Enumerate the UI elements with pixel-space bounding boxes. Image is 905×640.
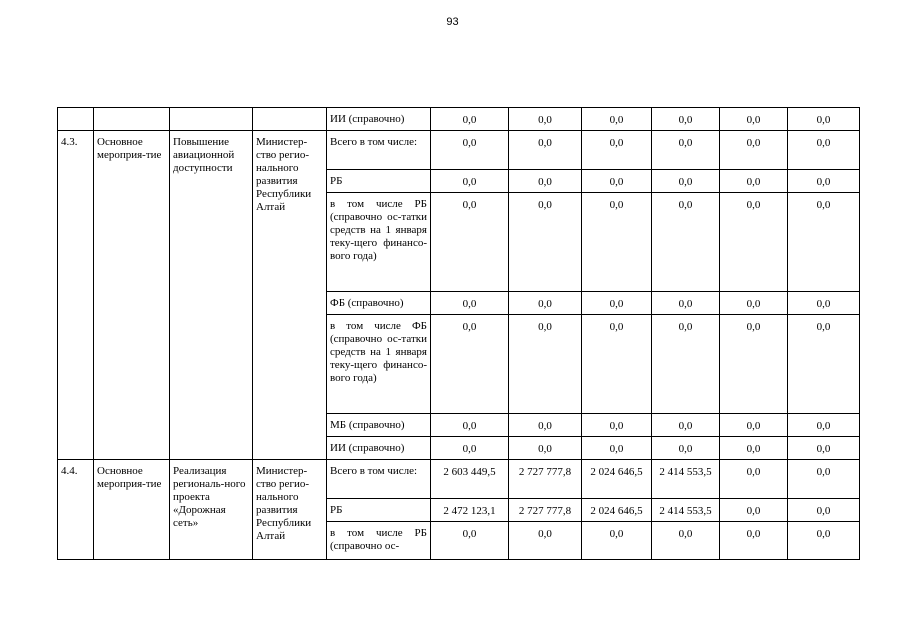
value-cell: 0,0	[788, 437, 860, 460]
value-cell: 0,0	[431, 315, 509, 414]
value-cell: 0,0	[720, 522, 788, 560]
source-cell: МБ (справочно)	[327, 414, 431, 437]
source-cell: Всего в том числе:	[327, 460, 431, 499]
value-cell: 0,0	[720, 437, 788, 460]
source-cell: в том числе РБ (справочно ос-татки средств на 1 января теку-щего финансо-вого года)	[327, 193, 431, 292]
value-cell: 0,0	[431, 292, 509, 315]
value-cell: 0,0	[509, 131, 582, 170]
value-cell: 0,0	[652, 292, 720, 315]
value-cell: 0,0	[509, 522, 582, 560]
value-cell: 0,0	[509, 437, 582, 460]
value-cell: 0,0	[788, 193, 860, 292]
value-cell: 0,0	[652, 414, 720, 437]
value-cell: 2 603 449,5	[431, 460, 509, 499]
value-cell: 0,0	[720, 108, 788, 131]
source-cell: в том числе ФБ (справочно ос-татки средств на 1 января теку-щего финансо-вого года)	[327, 315, 431, 414]
item-number: 4.4.	[58, 460, 94, 560]
item-executor: Министер-ство регио-нального развития Республики Алтай	[253, 460, 327, 560]
value-cell: 0,0	[720, 292, 788, 315]
empty-cell	[58, 108, 94, 131]
table-row	[58, 131, 860, 170]
value-cell: 0,0	[431, 108, 509, 131]
value-cell: 0,0	[652, 437, 720, 460]
value-cell: 0,0	[788, 315, 860, 414]
value-cell: 0,0	[652, 522, 720, 560]
value-cell: 0,0	[509, 170, 582, 193]
value-cell: 0,0	[720, 193, 788, 292]
source-cell: РБ	[327, 170, 431, 193]
value-cell: 0,0	[720, 170, 788, 193]
value-cell: 0,0	[720, 414, 788, 437]
empty-cell	[170, 108, 253, 131]
empty-cell	[253, 108, 327, 131]
value-cell: 2 024 646,5	[582, 499, 652, 522]
value-cell: 0,0	[582, 522, 652, 560]
table-row	[58, 108, 860, 131]
value-cell: 2 472 123,1	[431, 499, 509, 522]
source-cell: ИИ (справочно)	[327, 108, 431, 131]
value-cell: 0,0	[509, 108, 582, 131]
empty-cell	[94, 108, 170, 131]
value-cell: 0,0	[431, 131, 509, 170]
source-cell: РБ	[327, 499, 431, 522]
value-cell: 0,0	[720, 315, 788, 414]
value-cell: 2 024 646,5	[582, 460, 652, 499]
value-cell: 0,0	[582, 315, 652, 414]
value-cell: 0,0	[431, 170, 509, 193]
value-cell: 0,0	[788, 131, 860, 170]
value-cell: 0,0	[582, 193, 652, 292]
value-cell: 0,0	[788, 170, 860, 193]
value-cell: 0,0	[788, 522, 860, 560]
value-cell: 0,0	[582, 292, 652, 315]
value-cell: 0,0	[509, 292, 582, 315]
value-cell: 0,0	[788, 499, 860, 522]
item-number: 4.3.	[58, 131, 94, 460]
item-type: Основное мероприя-тие	[94, 131, 170, 460]
value-cell: 2 727 777,8	[509, 499, 582, 522]
value-cell: 0,0	[652, 108, 720, 131]
value-cell: 0,0	[582, 437, 652, 460]
table-row	[58, 460, 860, 499]
value-cell: 0,0	[509, 193, 582, 292]
value-cell: 0,0	[788, 460, 860, 499]
source-cell: ФБ (справочно)	[327, 292, 431, 315]
value-cell: 0,0	[720, 131, 788, 170]
source-cell: Всего в том числе:	[327, 131, 431, 170]
value-cell: 0,0	[582, 131, 652, 170]
value-cell: 0,0	[431, 193, 509, 292]
value-cell: 0,0	[720, 460, 788, 499]
value-cell: 0,0	[652, 315, 720, 414]
value-cell: 0,0	[431, 414, 509, 437]
value-cell: 0,0	[652, 131, 720, 170]
value-cell: 2 727 777,8	[509, 460, 582, 499]
value-cell: 0,0	[582, 108, 652, 131]
item-type: Основное мероприя-тие	[94, 460, 170, 560]
value-cell: 0,0	[431, 522, 509, 560]
value-cell: 0,0	[720, 499, 788, 522]
item-executor: Министер-ство регио-нального развития Республики Алтай	[253, 131, 327, 460]
value-cell: 0,0	[582, 414, 652, 437]
budget-table	[57, 107, 860, 560]
source-cell: в том числе РБ (справочно ос-	[327, 522, 431, 560]
value-cell: 0,0	[652, 170, 720, 193]
value-cell: 0,0	[788, 292, 860, 315]
value-cell: 2 414 553,5	[652, 499, 720, 522]
value-cell: 0,0	[582, 170, 652, 193]
page-number: 93	[446, 16, 459, 28]
value-cell: 0,0	[509, 315, 582, 414]
item-name: Повышение авиационной доступности	[170, 131, 253, 460]
value-cell: 0,0	[509, 414, 582, 437]
value-cell: 0,0	[788, 108, 860, 131]
item-name: Реализация региональ-ного проекта «Дорожная сеть»	[170, 460, 253, 560]
value-cell: 0,0	[788, 414, 860, 437]
value-cell: 0,0	[652, 193, 720, 292]
value-cell: 2 414 553,5	[652, 460, 720, 499]
source-cell: ИИ (справочно)	[327, 437, 431, 460]
value-cell: 0,0	[431, 437, 509, 460]
